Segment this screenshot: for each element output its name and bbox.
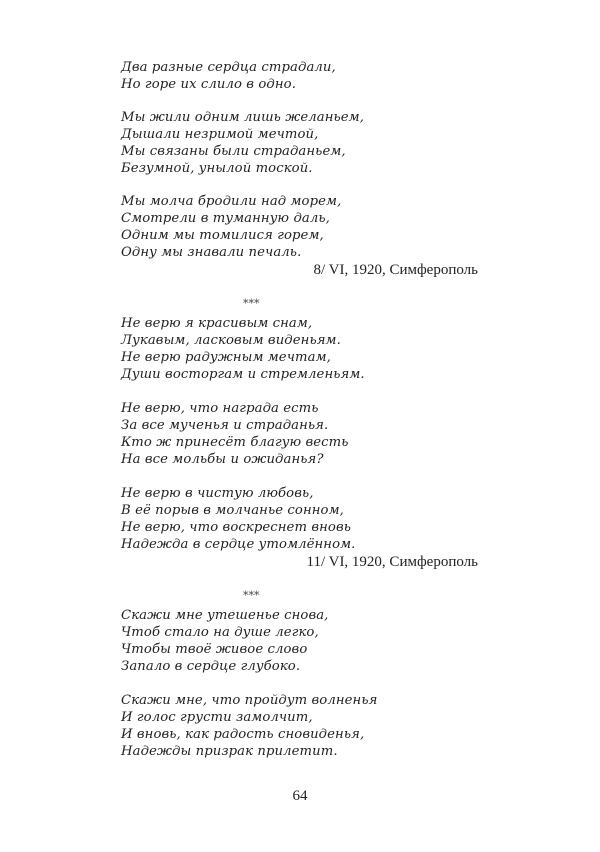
verse-line: Мы жили одним лишь желаньем, — [121, 110, 365, 125]
verse-line: Не верю, что награда есть — [121, 401, 319, 416]
stanza — [121, 692, 377, 760]
verse-line: Скажи мне, что пройдут волненья — [121, 693, 378, 708]
verse-line: Мы связаны были страданьем, — [121, 144, 346, 159]
verse-line: Смотрели в туманную даль, — [121, 211, 330, 226]
verse-line: Дышали незримой мечтой, — [121, 127, 319, 142]
verse-line: В её порыв в молчанье сонном, — [121, 503, 344, 518]
stanza — [121, 193, 341, 261]
verse-line: Души восторгам и стремленьям. — [121, 367, 365, 382]
verse-line: На все мольбы и ожиданья? — [121, 452, 324, 467]
page-number: 64 — [292, 788, 308, 804]
verse-line: Не верю радужным мечтам, — [121, 350, 331, 365]
poem-date: 8/ VI, 1920, Симферополь — [313, 262, 478, 278]
stanza — [121, 59, 336, 93]
stanza — [121, 109, 364, 177]
verse-line: За все мученья и страданья. — [121, 418, 329, 433]
verse-line: Мы молча бродили над морем, — [121, 194, 342, 209]
separator: *** — [243, 589, 260, 602]
stanza — [121, 400, 349, 468]
verse-line: Чтобы твоё живое слово — [121, 642, 308, 657]
verse-line: Одну мы знавали печаль. — [121, 245, 302, 260]
verse-line: Не верю в чистую любовь, — [121, 486, 314, 501]
verse-line: Скажи мне утешенье снова, — [121, 608, 329, 623]
verse-line: Не верю я красивым снам, — [121, 316, 313, 331]
verse-line: Запало в сердце глубоко. — [121, 659, 301, 674]
verse-line: И голос грусти замолчит, — [121, 710, 313, 725]
verse-line: И вновь, как радость сновиденья, — [121, 727, 365, 742]
verse-line: Надежды призрак прилетит. — [121, 744, 338, 759]
verse-line: Чтоб стало на душе легко, — [121, 625, 319, 640]
verse-line: Безумной, унылой тоской. — [121, 161, 313, 176]
stanza — [121, 485, 355, 553]
verse-line: Одним мы томилися горем, — [121, 228, 324, 243]
verse-line: Кто ж принесёт благую весть — [121, 435, 349, 450]
separator: *** — [243, 297, 260, 310]
stanza — [121, 607, 328, 675]
verse-line: Надежда в сердце утомлённом. — [121, 537, 356, 552]
verse-line: Не верю, что воскреснет вновь — [121, 520, 352, 535]
verse-line: Два разные сердца страдали, — [121, 60, 336, 75]
verse-line: Но горе их слило в одно. — [121, 77, 296, 92]
poem-date: 11/ VI, 1920, Симферополь — [306, 554, 478, 570]
verse-line: Лукавым, ласковым виденьям. — [121, 333, 341, 348]
stanza — [121, 315, 365, 383]
